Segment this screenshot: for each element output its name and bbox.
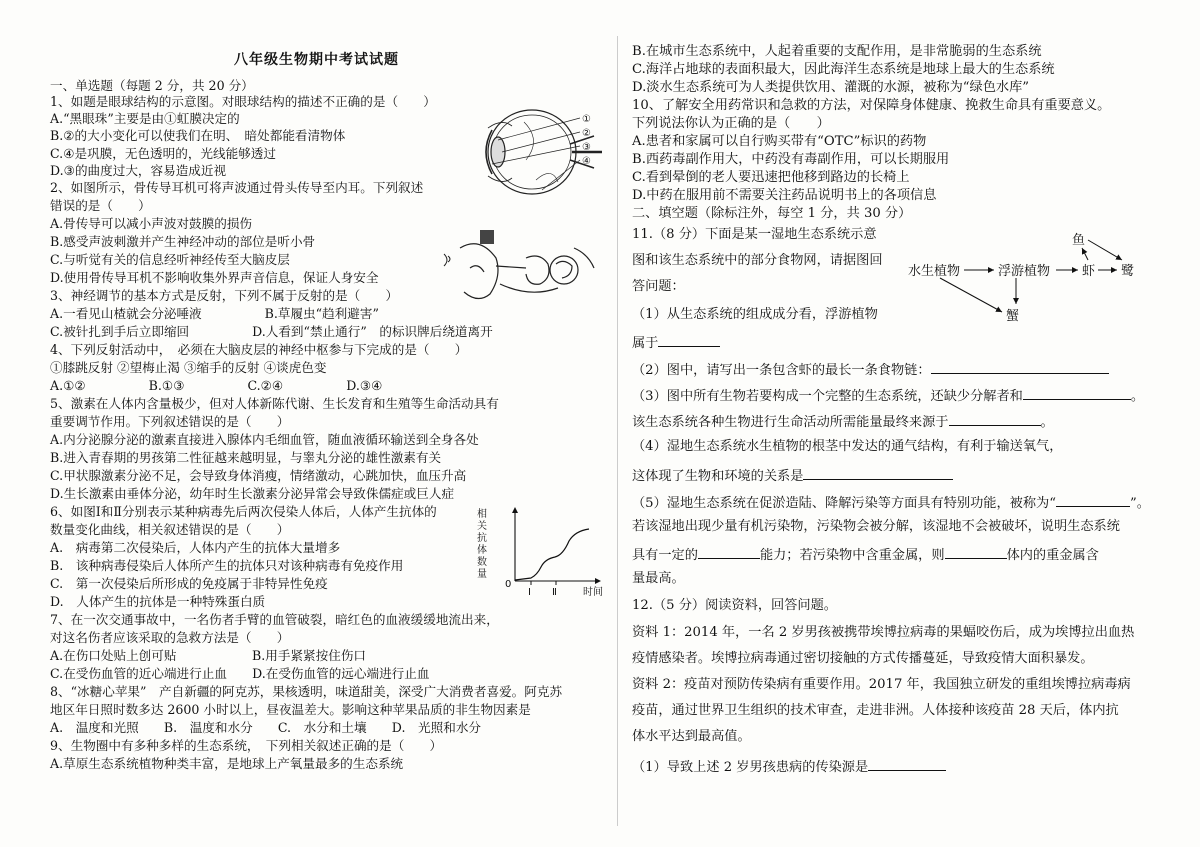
- antibody-chart: [475, 505, 610, 597]
- material-2: 资料 2：疫苗对预防传染病有重要作用。2017 年，我国独立研发的重组埃博拉病毒病: [632, 677, 1131, 692]
- node-plankton: 浮游植物: [998, 264, 1051, 279]
- q11-part3: [632, 386, 1144, 405]
- chart-mark-1: Ⅰ: [528, 587, 531, 597]
- q11-part2: [632, 360, 1109, 379]
- q12-stem: 12.（5 分）阅读资料，回答问题。: [632, 598, 837, 613]
- chart-origin: 0: [505, 579, 512, 590]
- answer-blank-5[interactable]: [803, 466, 953, 480]
- q1-option-d: D.③的曲度过大，容易造成近视: [50, 163, 227, 178]
- q11-stem-cont: 图和该生态系统中的部分食物网，请据图回: [632, 253, 883, 268]
- q2-stem: 2、如图所示，骨传导耳机可将声波通过骨头传导至内耳。下列叙述: [50, 180, 424, 195]
- q11-part5-text-3: 能力；若污染物中含重金属，则: [759, 548, 945, 563]
- node-shrimp: 虾: [1082, 264, 1096, 279]
- q10-option-d: D.中药在服用前不需要关注药品说明书上的各项信息: [632, 188, 937, 203]
- chart-ylabel-5: 数: [477, 557, 487, 568]
- eye-structure-figure: [462, 100, 607, 210]
- q10-option-a: A.患者和家属可以自行购买带有“OTC”标识的药物: [632, 134, 927, 149]
- q7-stem: 7、在一次交通事故中，一名伤者手臂的血管破裂，暗红色的血液缓缓地流出来，: [50, 612, 499, 627]
- q11-part5-text-4: 体内的重金属含: [1006, 548, 1099, 563]
- section-2-heading: 二、填空题（除标注外，每空 1 分，共 30 分）: [632, 206, 912, 221]
- material-2-cont: 疫苗，通过世界卫生组织的技术审查，走进非洲。人体接种该疫苗 28 天后，体内抗: [632, 703, 1119, 718]
- q11-stem: 11.（8 分）下面是某一湿地生态系统示意: [632, 227, 877, 242]
- q12-part1-text: （1）导致上述 2 岁男孩患病的传染源是: [632, 760, 869, 775]
- q2-option-a: A.骨传导可以减小声波对鼓膜的损伤: [50, 216, 253, 231]
- q3-options-ab: A.一看见山楂就会分泌唾液 B.草履虫“趋利避害”: [50, 306, 379, 321]
- q11-part5-cont: 若该湿地出现少量有机污染物，污染物会被分解，该湿地不会被破坏，说明生态系统: [632, 519, 1120, 534]
- q10-stem-cont: 下列说法你认为正确的是（ ）: [632, 116, 830, 131]
- q2-option-b: B.感受声波刺激并产生神经冲动的部位是听小骨: [50, 234, 316, 249]
- q1-option-b: B.②的大小变化可以使我们在明、 暗处都能看清物体: [50, 128, 346, 143]
- q11-part1-cont: [632, 333, 720, 352]
- chart-ylabel-2: 关: [477, 521, 487, 532]
- q5-option-d: D.生长激素由垂体分泌，幼年时生长激素分泌异常会导致侏儒症或巨人症: [50, 486, 455, 501]
- answer-blank-1[interactable]: [658, 333, 720, 347]
- material-2-cont-2: 体水平达到最高值。: [632, 729, 751, 744]
- q11-part1: （1）从生态系统的组成成分看，浮游植物: [632, 307, 878, 322]
- q11-part3-cont-punct: 。: [1040, 415, 1054, 430]
- headphone-icon: [480, 230, 494, 244]
- q1-stem: 1、如题是眼球结构的示意图。对眼球结构的描述不正确的是（ ）: [50, 94, 436, 109]
- q7-stem-cont: 对这名伤者应该采取的急救方法是（ ）: [50, 630, 290, 645]
- answer-blank-6[interactable]: [1056, 493, 1130, 507]
- q11-part1-text: 属于: [632, 336, 659, 351]
- q8-options: A. 温度和光照 B. 温度和水分 C. 水分和土壤 D. 光照和水分: [50, 720, 482, 735]
- q8-stem-cont: 地区年日照时数多达 2600 小时以上，昼夜温差大。影响这种苹果品质的非生物因素是: [50, 702, 531, 717]
- eye-label-3: ③: [582, 142, 591, 153]
- arrow-plants-crab: [940, 278, 1002, 312]
- q9-option-b: B.在城市生态系统中，人起着重要的支配作用，是非常脆弱的生态系统: [632, 44, 1042, 59]
- q7-options-ab: A.在伤口处贴上创可贴 B.用手紧紧按住伤口: [50, 648, 367, 663]
- q6-option-d: D. 人体产生的抗体是一种特殊蛋白质: [50, 594, 266, 609]
- q3-options-cd: C.被针扎到手后立即缩回 D.人看到“禁止通行” 的标识牌后绕道离开: [50, 324, 493, 339]
- q11-part3-cont: [632, 412, 1054, 431]
- q3-stem: 3、神经调节的基本方式是反射，下列不属于反射的是（ ）: [50, 288, 399, 303]
- q5-option-c: C.甲状腺激素分泌不足，会导致身体消瘦，情绪激动，心跳加快，血压升高: [50, 468, 467, 483]
- chart-ylabel-4: 体: [477, 545, 487, 556]
- chart-mark-2: Ⅱ: [552, 587, 557, 597]
- q11-part4-cont: [632, 466, 953, 485]
- answer-blank-9[interactable]: [868, 757, 946, 771]
- chart-xlabel: 时间: [583, 587, 603, 597]
- q6-stem: 6、如图Ⅰ和Ⅱ分别表示某种病毒先后两次侵染人体后，人体产生抗体的: [50, 504, 437, 519]
- q9-option-c: C.海洋占地球的表面积最大，因此海洋生态系统是地球上最大的生态系统: [632, 62, 1055, 77]
- q12-part1: [632, 757, 946, 776]
- q6-stem-cont: 数量变化曲线，相关叙述错误的是（ ）: [50, 522, 290, 537]
- column-divider: [617, 36, 618, 826]
- q2-option-c: C.与听觉有关的信息经听神经传至大脑皮层: [50, 252, 290, 267]
- q4-options: A.①② B.①③ C.②④ D.③④: [50, 378, 383, 393]
- q11-stem-cont-2: 答问题：: [632, 279, 685, 294]
- chart-ylabel-3: 抗: [477, 533, 487, 544]
- answer-blank-3[interactable]: [1023, 386, 1131, 400]
- node-aquatic-plants: 水生植物: [908, 264, 961, 279]
- q9-option-a: A.草原生态系统植物种类丰富，是地球上产氧量最多的生态系统: [50, 756, 404, 771]
- chart-ylabel-1: 相: [477, 509, 487, 520]
- q8-stem: 8、“冰糖心苹果” 产自新疆的阿克苏，果核透明，味道甜美，深受广大消费者喜爱。阿克苏: [50, 684, 563, 699]
- q4-items: ①膝跳反射 ②望梅止渴 ③缩手的反射 ④谈虎色变: [50, 360, 327, 375]
- q11-part4: （4）湿地生态系统水生植物的根茎中发达的通气结构，有利于输送氧气，: [632, 439, 1063, 454]
- q7-options-cd: C.在受伤血管的近心端进行止血 D.在受伤血管的远心端进行止血: [50, 666, 430, 681]
- answer-blank-7[interactable]: [698, 545, 760, 559]
- q1-option-c: C.④是巩膜，无色透明的，光线能够透过: [50, 146, 276, 161]
- q2-stem-cont: 错误的是（ ）: [50, 198, 151, 213]
- food-web-diagram: [904, 226, 1154, 326]
- arrow-shrimp-fish: [1082, 248, 1088, 260]
- eye-label-1: ①: [582, 114, 591, 125]
- exam-title: 八年级生物期中考试试题: [234, 52, 399, 68]
- q4-stem: 4、下列反射活动中， 必须在大脑皮层的神经中枢参与下完成的是（ ）: [50, 342, 468, 357]
- q2-option-d: D.使用骨传导耳机不影响收集外界声音信息，保证人身安全: [50, 270, 379, 285]
- q5-option-b: B.进入青春期的男孩第二性征越来越明显，与睾丸分泌的雄性激素有关: [50, 450, 442, 465]
- ear-bone-conduction-figure: [440, 228, 598, 308]
- section-1-heading: 一、单选题（每题 2 分，共 20 分）: [50, 78, 254, 93]
- arrow-fish-egret: [1088, 240, 1122, 260]
- material-1: 资料 1：2014 年，一名 2 岁男孩被携带埃博拉病毒的果蝠咬伤后，成为埃博拉出血热: [632, 625, 1135, 640]
- q6-option-c: C. 第一次侵染后所形成的免疫属于非特异性免疫: [50, 576, 328, 591]
- eye-label-4: ④: [582, 156, 591, 167]
- q11-part5-end: 量最高。: [632, 571, 685, 586]
- node-crab: 蟹: [1006, 309, 1020, 324]
- q11-part5: [632, 493, 1150, 512]
- node-egret: 鹭: [1121, 264, 1135, 279]
- answer-blank-8[interactable]: [945, 545, 1007, 559]
- answer-blank-2[interactable]: [931, 360, 1109, 374]
- q10-stem: 10、了解安全用药常识和急救的方法，对保障身体健康、挽救生命具有重要意义。: [632, 98, 1111, 113]
- q11-part4-text: 这体现了生物和环境的关系是: [632, 469, 804, 484]
- q11-part5-text-2: 具有一定的: [632, 548, 698, 563]
- q9-stem: 9、生物圈中有多种多样的生态系统， 下列相关叙述正确的是（ ）: [50, 738, 443, 753]
- q5-stem: 5、激素在人体内含量极少，但对人体新陈代谢、生长发育和生殖等生命活动具有: [50, 396, 499, 411]
- material-1-cont: 疫情感染者。埃博拉病毒通过密切接触的方式传播蔓延，导致疫情大面积暴发。: [632, 651, 1094, 666]
- q6-option-a: A. 病毒第二次侵染后，人体内产生的抗体大量增多: [50, 540, 341, 555]
- eye-label-2: ②: [582, 128, 591, 139]
- q11-part5-close: ”。: [1129, 496, 1150, 511]
- q11-part2-text: （2）图中，请写出一条包含虾的最长一条食物链：: [632, 363, 931, 378]
- q11-part3-cont-text: 该生态系统各种生物进行生命活动所需能量最终来源于: [632, 415, 949, 430]
- q11-part5-text: （5）湿地生态系统在促淤造陆、降解污染等方面具有特别功能，被称为“: [632, 496, 1056, 511]
- node-fish: 鱼: [1072, 233, 1086, 248]
- q10-option-b: B.西药毒副作用大，中药没有毒副作用，可以长期服用: [632, 152, 950, 167]
- q11-part5-cont-2: [632, 545, 1099, 564]
- q11-part3-punct: 。: [1130, 389, 1145, 404]
- chart-ylabel-6: 量: [477, 569, 487, 580]
- q10-option-c: C.看到晕倒的老人要迅速把他移到路边的长椅上: [632, 170, 910, 185]
- q9-option-d: D.淡水生态系统可为人类提供饮用、灌溉的水源，被称为“绿色水库”: [632, 80, 1030, 95]
- q5-stem-cont: 重要调节作用。下列叙述错误的是（ ）: [50, 414, 290, 429]
- q11-part3-text: （3）图中所有生物若要构成一个完整的生态系统，还缺少分解者和: [632, 389, 1023, 404]
- antibody-curve: [515, 529, 589, 580]
- q6-option-b: B. 该种病毒侵染后人体所产生的抗体只对该种病毒有免疫作用: [50, 558, 404, 573]
- answer-blank-4[interactable]: [949, 412, 1041, 426]
- q1-option-a: A.“黑眼珠”主要是由①虹膜决定的: [50, 111, 240, 126]
- q5-option-a: A.内分泌腺分泌的激素直接进入腺体内毛细血管，随血液循环输送到全身各处: [50, 432, 479, 447]
